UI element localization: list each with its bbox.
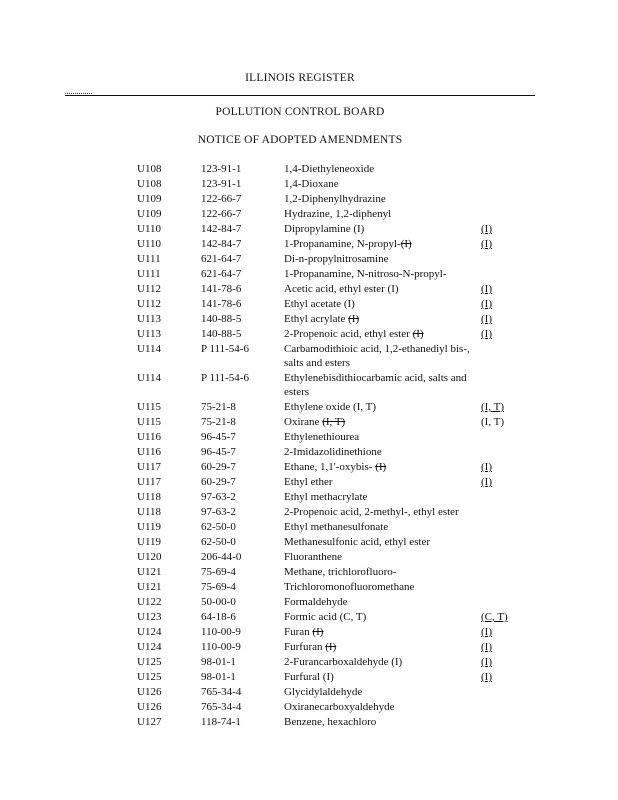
waste-code: U116 <box>137 431 162 443</box>
deleted-hazard-code: (I) <box>348 313 360 325</box>
board-title: POLLUTION CONTROL BOARD <box>215 106 385 118</box>
cas-number: 96-45-7 <box>201 431 236 443</box>
waste-code: U113 <box>137 328 162 340</box>
cas-number: 75-21-8 <box>201 401 236 413</box>
waste-code: U118 <box>137 491 162 503</box>
substance-name: 2-Furancarboxaldehyde (I) <box>284 656 403 668</box>
cas-number: 60-29-7 <box>201 476 236 488</box>
table-row <box>0 312 618 327</box>
hazard-code: (I) <box>481 238 492 250</box>
hazard-code: (I) <box>481 626 492 638</box>
table-row <box>0 475 618 490</box>
register-title: ILLINOIS REGISTER <box>245 72 355 84</box>
substance-name: Dipropylamine (I) <box>284 223 365 235</box>
deleted-hazard-code: (I) <box>412 328 424 340</box>
table-row <box>0 520 618 535</box>
cas-number: 123-91-1 <box>201 178 242 190</box>
deleted-hazard-code: (I) <box>400 238 412 250</box>
cas-number: 621-64-7 <box>201 268 242 280</box>
table-row <box>0 490 618 505</box>
hazard-code: (C, T) <box>481 611 508 623</box>
substance-name: Ethylenethiourea <box>284 431 360 443</box>
substance-name-text: Furfuran <box>284 641 326 653</box>
substance-name: Ethyl methacrylate <box>284 491 368 503</box>
cas-number: 60-29-7 <box>201 461 236 473</box>
cas-number: 75-69-4 <box>201 581 236 593</box>
hazard-code: (I) <box>481 298 492 310</box>
substance-name <box>284 415 472 429</box>
substance-name: Di-n-propylnitrosamine <box>284 253 389 265</box>
waste-code: U112 <box>137 283 162 295</box>
substance-name: Trichloromonofluoromethane <box>284 581 415 593</box>
hazard-code: (I) <box>481 313 492 325</box>
cas-number: 98-01-1 <box>201 671 236 683</box>
substance-name <box>284 625 472 639</box>
waste-code: U112 <box>137 298 162 310</box>
cas-number: 140-88-5 <box>201 328 242 340</box>
deleted-hazard-code: (I) <box>312 626 324 638</box>
table-row <box>0 282 618 297</box>
hazard-code: (I) <box>481 476 492 488</box>
cas-number: 110-00-9 <box>201 626 241 638</box>
substance-name: Formaldehyde <box>284 596 348 608</box>
hazardous-waste-table <box>0 162 618 730</box>
substance-name: 2-Imidazolidinethione <box>284 446 382 458</box>
substance-name: Fluoranthene <box>284 551 343 563</box>
hazard-code: (I) <box>481 461 492 473</box>
table-row <box>0 655 618 670</box>
cas-number: 142-84-7 <box>201 223 242 235</box>
waste-code: U108 <box>137 178 162 190</box>
substance-name: Ethyl ether <box>284 476 333 488</box>
cas-number: 140-88-5 <box>201 313 242 325</box>
waste-code: U122 <box>137 596 162 608</box>
cas-number: 75-21-8 <box>201 416 236 428</box>
table-row <box>0 610 618 625</box>
header-divider <box>65 95 535 96</box>
deleted-hazard-code: (I, T) <box>322 416 346 428</box>
cas-number: 765-34-4 <box>201 686 242 698</box>
substance-name: 1,4-Dioxane <box>284 178 339 190</box>
substance-name: Methanesulfonic acid, ethyl ester <box>284 536 431 548</box>
waste-code: U123 <box>137 611 162 623</box>
table-row <box>0 460 618 475</box>
table-row <box>0 342 618 371</box>
substance-name: Formic acid (C, T) <box>284 611 367 623</box>
cas-number: 118-74-1 <box>201 716 241 728</box>
hazard-code: (I) <box>481 671 492 683</box>
table-row <box>0 505 618 520</box>
waste-code: U115 <box>137 401 162 413</box>
cas-number: 206-44-0 <box>201 551 242 563</box>
table-row <box>0 715 618 730</box>
substance-name: 1,4-Diethyleneoxide <box>284 163 375 175</box>
substance-name-text: Ethane, 1,1'-oxybis- <box>284 461 376 473</box>
table-row <box>0 625 618 640</box>
cas-number: 123-91-1 <box>201 163 242 175</box>
substance-name-text: Oxirane <box>284 416 323 428</box>
waste-code: U124 <box>137 626 162 638</box>
table-row <box>0 222 618 237</box>
waste-code: U118 <box>137 506 162 518</box>
substance-name-text: 2-Propenoic acid, ethyl ester <box>284 328 413 340</box>
header-mark <box>65 93 92 94</box>
cas-number: 96-45-7 <box>201 446 236 458</box>
cas-number: 122-66-7 <box>201 208 242 220</box>
substance-name: Carbamodithioic acid, 1,2-ethanediyl bis-, salts and esters <box>284 343 470 369</box>
substance-name <box>284 640 472 654</box>
table-row <box>0 371 618 400</box>
waste-code: U124 <box>137 641 162 653</box>
cas-number: 141-78-6 <box>201 298 242 310</box>
cas-number: 50-00-0 <box>201 596 236 608</box>
waste-code: U119 <box>137 536 162 548</box>
hazard-code: (I, T) <box>481 401 505 413</box>
substance-name: Ethylene oxide (I, T) <box>284 401 377 413</box>
cas-number: 98-01-1 <box>201 656 236 668</box>
waste-code: U120 <box>137 551 162 563</box>
notice-title: NOTICE OF ADOPTED AMENDMENTS <box>197 134 403 146</box>
hazard-code: (I) <box>481 283 492 295</box>
waste-code: U126 <box>137 701 162 713</box>
waste-code: U127 <box>137 716 162 728</box>
table-row <box>0 207 618 222</box>
table-row <box>0 445 618 460</box>
substance-name: Methane, trichlorofluoro- <box>284 566 397 578</box>
table-row <box>0 580 618 595</box>
waste-code: U111 <box>137 268 161 280</box>
cas-number: 765-34-4 <box>201 701 242 713</box>
table-row <box>0 162 618 177</box>
table-row <box>0 700 618 715</box>
hazard-code: (I, T) <box>481 416 505 428</box>
waste-code: U117 <box>137 476 162 488</box>
table-row <box>0 267 618 282</box>
cas-number: 141-78-6 <box>201 283 242 295</box>
substance-name: Ethylenebisdithiocarbamic acid, salts and esters <box>284 372 467 398</box>
table-row <box>0 640 618 655</box>
waste-code: U111 <box>137 253 161 265</box>
waste-code: U121 <box>137 566 162 578</box>
cas-number: 122-66-7 <box>201 193 242 205</box>
table-row <box>0 685 618 700</box>
table-row <box>0 670 618 685</box>
substance-name: 1,2-Diphenylhydrazine <box>284 193 386 205</box>
substance-name-text: Ethyl acrylate <box>284 313 349 325</box>
waste-code: U117 <box>137 461 162 473</box>
substance-name: Ethyl methanesulfonate <box>284 521 389 533</box>
substance-name: 1-Propanamine, N-nitroso-N-propyl- <box>284 268 447 280</box>
waste-code: U119 <box>137 521 162 533</box>
waste-code: U108 <box>137 163 162 175</box>
table-row <box>0 535 618 550</box>
hazard-code: (I) <box>481 641 492 653</box>
cas-number: 64-18-6 <box>201 611 236 623</box>
table-row <box>0 177 618 192</box>
table-row <box>0 252 618 267</box>
substance-name-text: 1-Propanamine, N-propyl- <box>284 238 401 250</box>
hazard-code: (I) <box>481 223 492 235</box>
substance-name: Glycidylaldehyde <box>284 686 363 698</box>
substance-name: Ethyl acetate (I) <box>284 298 355 310</box>
substance-name: Furfural (I) <box>284 671 334 683</box>
substance-name <box>284 237 472 251</box>
waste-code: U125 <box>137 656 162 668</box>
table-row <box>0 327 618 342</box>
deleted-hazard-code: (I) <box>325 641 337 653</box>
waste-code: U121 <box>137 581 162 593</box>
substance-name <box>284 312 472 326</box>
table-row <box>0 430 618 445</box>
waste-code: U114 <box>137 343 162 355</box>
waste-code: U110 <box>137 223 162 235</box>
table-row <box>0 297 618 312</box>
cas-number: 62-50-0 <box>201 521 236 533</box>
table-row <box>0 237 618 252</box>
cas-number: 62-50-0 <box>201 536 236 548</box>
table-row <box>0 550 618 565</box>
waste-code: U115 <box>137 416 162 428</box>
cas-number: 75-69-4 <box>201 566 236 578</box>
deleted-hazard-code: (I) <box>375 461 387 473</box>
substance-name <box>284 460 472 474</box>
cas-number: 110-00-9 <box>201 641 241 653</box>
waste-code: U109 <box>137 193 162 205</box>
table-row <box>0 565 618 580</box>
cas-number: 142-84-7 <box>201 238 242 250</box>
substance-name: 2-Propenoic acid, 2-methyl-, ethyl ester <box>284 506 459 518</box>
waste-code: U109 <box>137 208 162 220</box>
cas-number: 97-63-2 <box>201 491 236 503</box>
cas-number: P 111-54-6 <box>201 343 249 355</box>
waste-code: U114 <box>137 372 162 384</box>
hazard-code: (I) <box>481 328 492 340</box>
table-row <box>0 192 618 207</box>
waste-code: U113 <box>137 313 162 325</box>
substance-name: Benzene, hexachloro <box>284 716 377 728</box>
waste-code: U125 <box>137 671 162 683</box>
substance-name-text: Furan <box>284 626 313 638</box>
cas-number: 621-64-7 <box>201 253 242 265</box>
hazard-code: (I) <box>481 656 492 668</box>
substance-name <box>284 327 472 341</box>
substance-name: Hydrazine, 1,2-diphenyl <box>284 208 392 220</box>
waste-code: U110 <box>137 238 162 250</box>
cas-number: P 111-54-6 <box>201 372 249 384</box>
substance-name: Oxiranecarboxyaldehyde <box>284 701 395 713</box>
waste-code: U126 <box>137 686 162 698</box>
substance-name: Acetic acid, ethyl ester (I) <box>284 283 399 295</box>
cas-number: 97-63-2 <box>201 506 236 518</box>
table-row <box>0 415 618 430</box>
table-row <box>0 400 618 415</box>
table-row <box>0 595 618 610</box>
waste-code: U116 <box>137 446 162 458</box>
